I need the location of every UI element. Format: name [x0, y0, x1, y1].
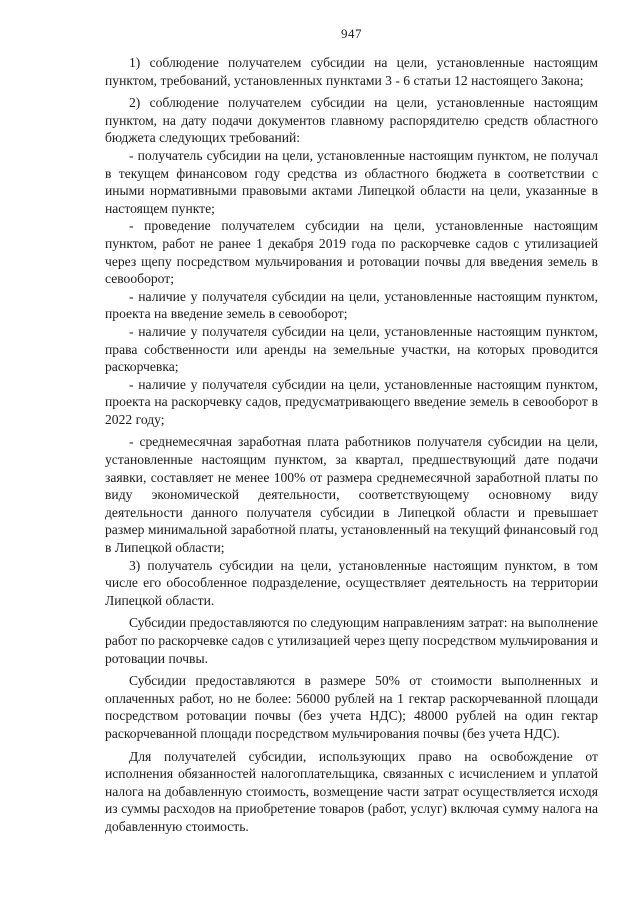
paragraph-1: 1) соблюдение получателем субсидии на цели, установленные настоящим пунктом, требований, установленных пунктами 3 - 6 статьи 12 настоящего Закона; [105, 55, 598, 88]
paragraph-5: - наличие у получателя субсидии на цели, установленные настоящим пунктом, проекта на введение земель в севооборот; [105, 288, 598, 322]
page-number: 947 [341, 26, 362, 41]
paragraph-12: Для получателей субсидии, использующих право на освобождение от исполнения обязанностей налогоплательщика, связанных с исчислением и уплатой налога на добавленную стоимость, возмещение части затрат осуществляется исходя из суммы расходов на приобретение товаров (работ, услуг) включая сумму налога на добавленную стоимость. [105, 748, 598, 834]
paragraph-4: - проведение получателем субсидии на цели, установленные настоящим пунктом, работ не ранее 1 декабря 2019 года по раскорчевке садов с утилизацией через щепу посредством мульчирования и ротовации почвы для введения земель в севооборот; [105, 218, 598, 287]
paragraph-6: - наличие у получателя субсидии на цели, установленные настоящим пунктом, права собственности или аренды на земельные участки, на которых проводится раскорчевка; [105, 323, 598, 375]
document-page [105, 26, 598, 836]
paragraph-3: - получатель субсидии на цели, установленные настоящим пунктом, не получал в текущем финансовом году средства из областного бюджета в соответствии с иными нормативными правовыми актами Липецкой области на цели, указанные в настоящем пункте; [105, 147, 598, 216]
paragraph-10: Субсидии предоставляются по следующим направлениям затрат: на выполнение работ по раскорчевке садов с утилизацией через щепу посредством мульчирования и ротовации почвы. [105, 615, 598, 666]
paragraph-11: Субсидии предоставляются в размере 50% от стоимости выполненных и оплаченных работ, но не более: 56000 рублей на 1 гектар раскорчеванной площади посредством ротовации почвы (без учета НДС); 48000 рублей на один гектар раскорчеванной площади посредством мульчирования почвы (без учета НДС). [105, 673, 598, 741]
paragraph-2: 2) соблюдение получателем субсидии на цели, установленные настоящим пунктом, на дату подачи документов главному распорядителю средств областного бюджета следующих требований: [105, 95, 598, 146]
paragraph-7: - наличие у получателя субсидии на цели, установленные настоящим пунктом, проекта на раскорчевку садов, предусматривающего введение земель в севооборот в 2022 году; [105, 376, 598, 427]
paragraph-9: 3) получатель субсидии на цели, установленные настоящим пунктом, в том числе его обособленное подразделение, осуществляет деятельность на территории Липецкой области. [105, 557, 598, 608]
paragraph-8: - среднемесячная заработная плата работников получателя субсидии на цели, установленные настоящим пунктом, за квартал, предшествующий дате подачи заявки, составляет не менее 100% от размера среднемесячной заработной платы по виду экономической деятельности, соответствующему основному виду деятельности данного получателя субсидии в Липецкой области и превышает размер минимальной заработной платы, установленный на текущий финансовый год в Липецкой области; [105, 434, 598, 556]
